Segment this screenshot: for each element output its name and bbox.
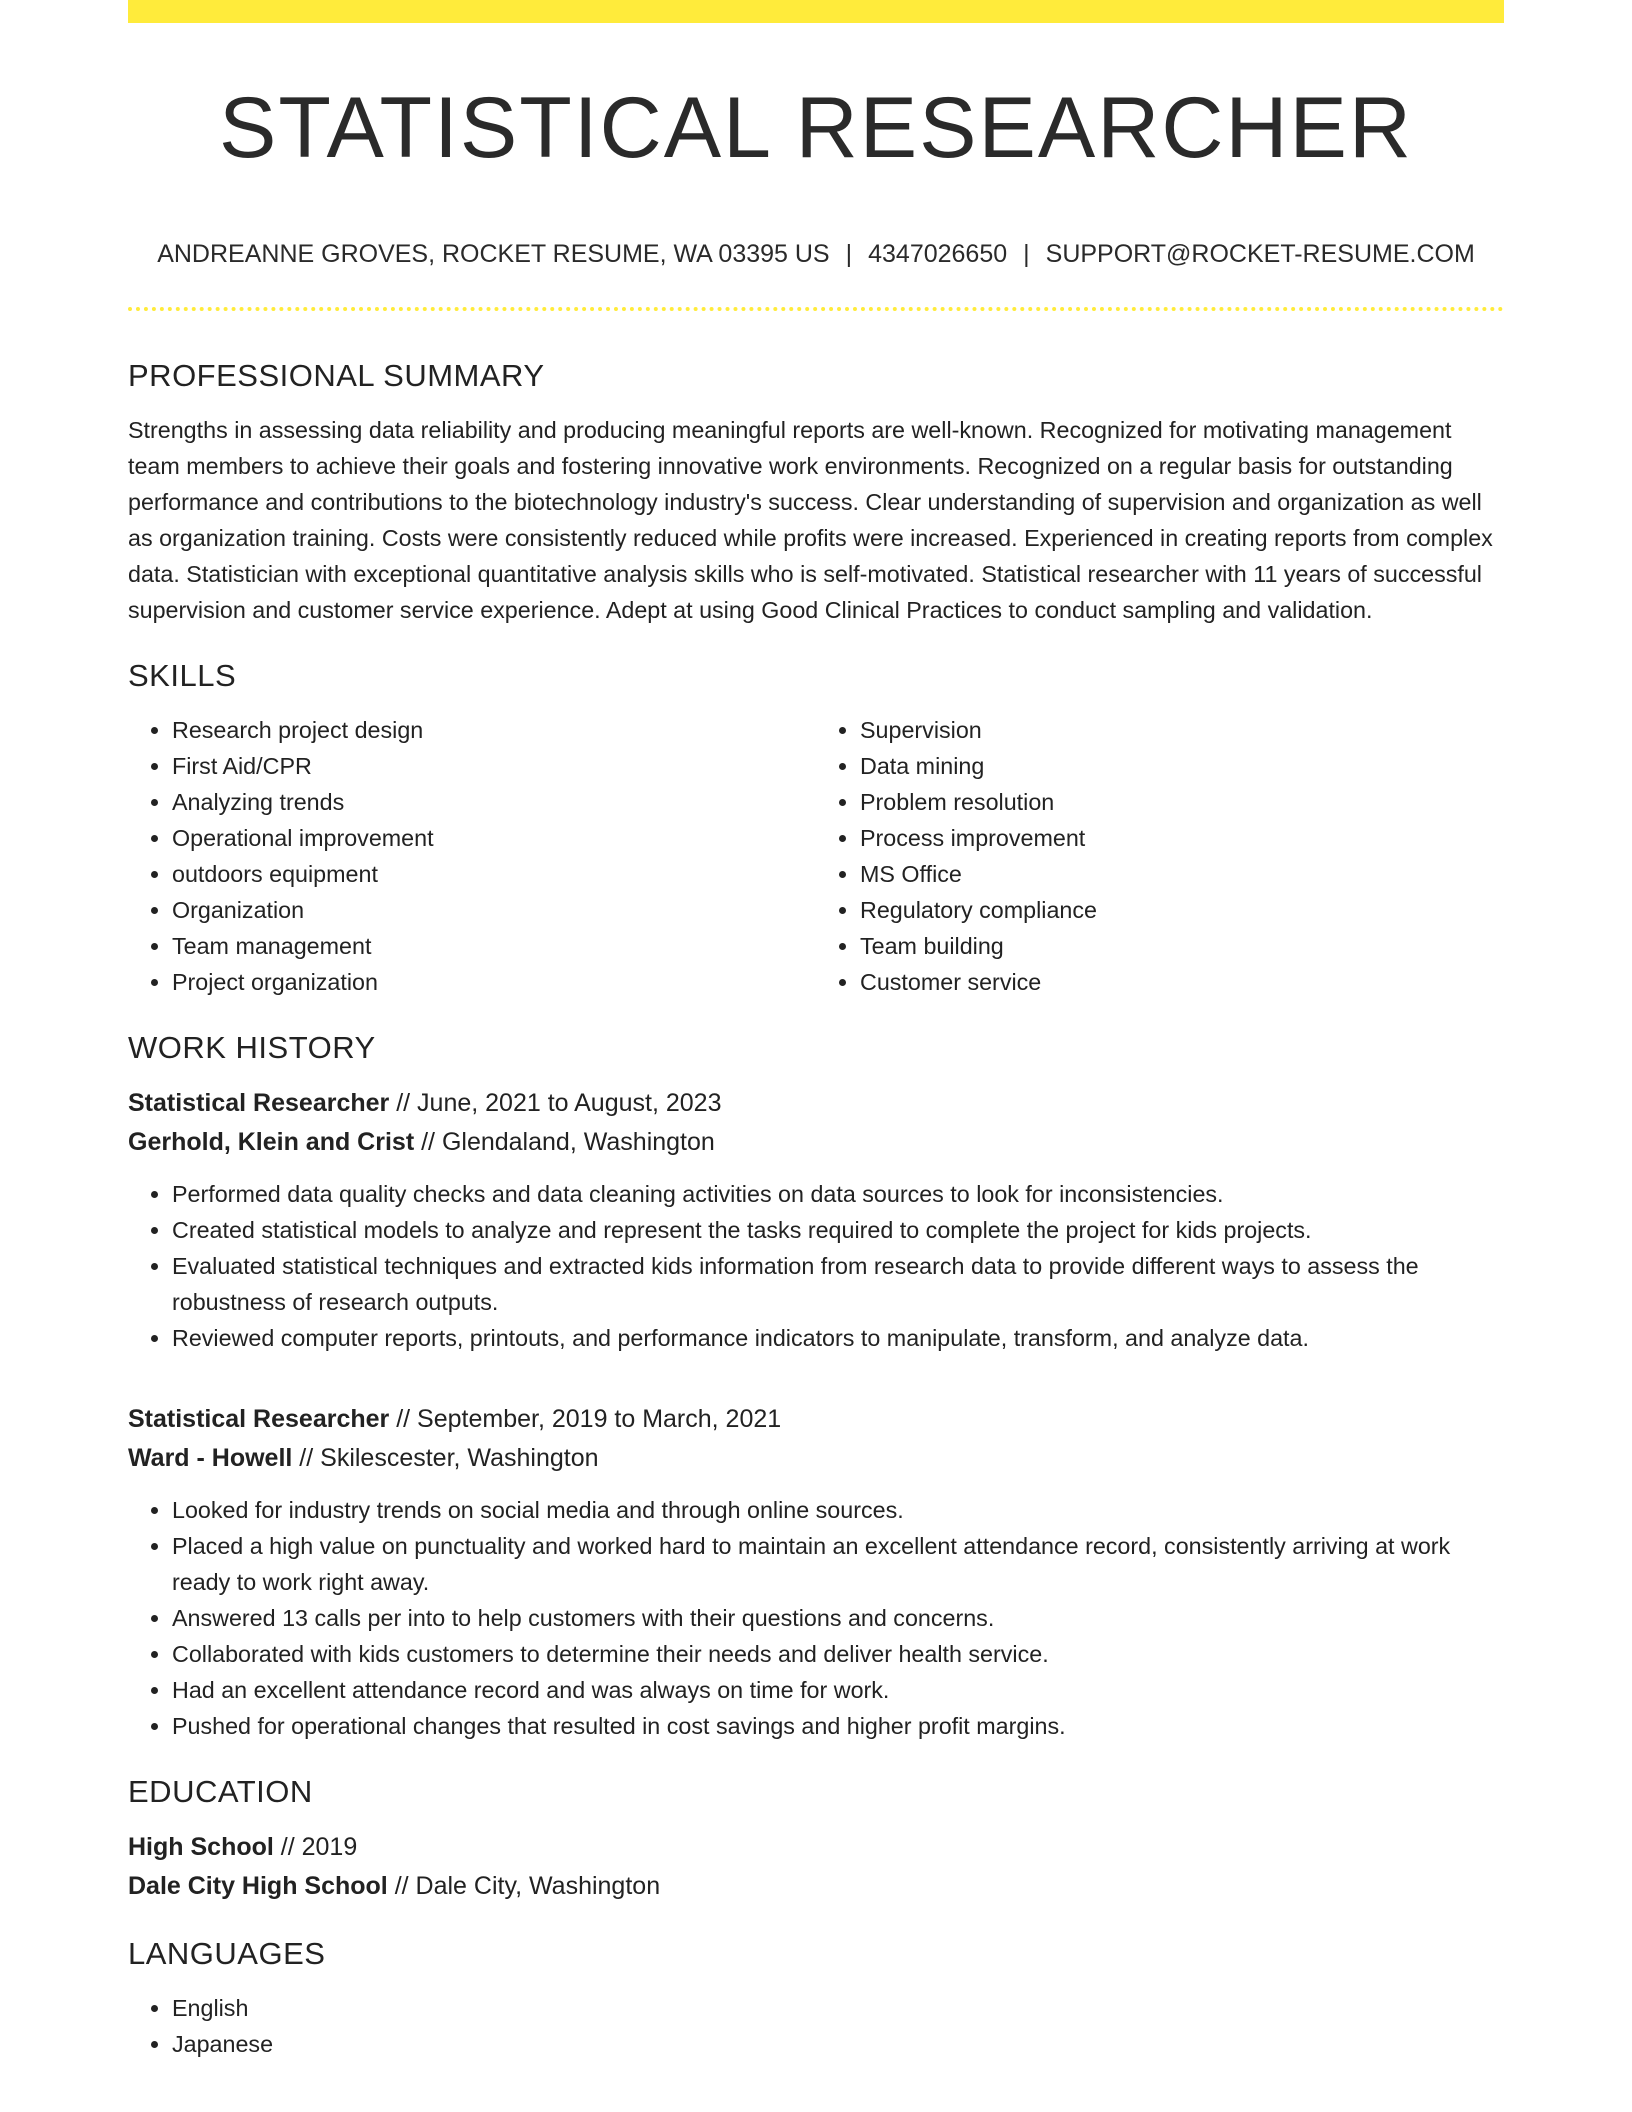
dotted-divider [128,307,1504,311]
skill-item: • Operational improvement [172,820,816,856]
education-degree: High School [128,1833,274,1861]
education-section [128,1768,1504,1906]
languages-heading: LANGUAGES [128,1936,326,1971]
job-bullet: • Created statistical models to analyze and represent the tasks required to complete the project for kids projects. [172,1212,1504,1248]
job-company-line [128,1439,1504,1478]
job-bullets [128,1176,1504,1356]
skills-right-list [816,712,1504,1000]
job-dates: // September, 2019 to March, 2021 [389,1405,782,1433]
job-bullet: • Evaluated statistical techniques and extracted kids information from research data to provide different ways to assess the robustness of research outputs. [172,1248,1504,1320]
contact-separator: | [845,240,853,268]
languages-list [128,1990,1504,2062]
language-item: • Japanese [172,2026,1504,2062]
job-company-line [128,1123,1504,1162]
skills-left-list [128,712,816,1000]
skill-item: • Team building [860,928,1504,964]
skill-item: • outdoors equipment [172,856,816,892]
job-dates: // June, 2021 to August, 2023 [389,1089,722,1117]
job-bullet: • Performed data quality checks and data cleaning activities on data sources to look for inconsistencies. [172,1176,1504,1212]
skill-item: • Project organization [172,964,816,1000]
skill-item: • Problem resolution [860,784,1504,820]
summary-section [128,352,1504,628]
contact-line [128,236,1504,272]
skill-item: • Process improvement [860,820,1504,856]
job-bullet: • Pushed for operational changes that resulted in cost savings and higher profit margins. [172,1708,1504,1744]
job-entry [128,1084,1504,1356]
skills-heading: SKILLS [128,658,237,693]
summary-heading: PROFESSIONAL SUMMARY [128,358,545,393]
job-bullets [128,1492,1504,1744]
job-bullet: • Reviewed computer reports, printouts, and performance indicators to manipulate, transform, and analyze data. [172,1320,1504,1356]
contact-address: ANDREANNE GROVES, ROCKET RESUME, WA 03395 US [157,240,830,268]
job-company: Ward - Howell [128,1444,293,1472]
skill-item: • Team management [172,928,816,964]
resume-content [128,352,1504,2062]
work-history-section [128,1024,1504,1744]
job-bullet: • Collaborated with kids customers to determine their needs and deliver health service. [172,1636,1504,1672]
education-school: Dale City High School [128,1872,388,1900]
skill-item: • Regulatory compliance [860,892,1504,928]
skill-item: • Research project design [172,712,816,748]
skills-columns [128,712,1504,1000]
skill-item: • First Aid/CPR [172,748,816,784]
education-year: // 2019 [273,1833,358,1861]
job-bullet: • Had an excellent attendance record and was always on time for work. [172,1672,1504,1708]
skills-section [128,652,1504,1000]
job-bullet: • Placed a high value on punctuality and worked hard to maintain an excellent attendance record, consistently arriving at work ready to work right away. [172,1528,1504,1600]
accent-bar [128,0,1504,23]
education-entry [128,1828,1504,1906]
education-heading: EDUCATION [128,1774,313,1809]
contact-email: SUPPORT@ROCKET-RESUME.COM [1045,240,1475,268]
job-location: // Glendaland, Washington [414,1128,715,1156]
education-degree-line [128,1828,1504,1867]
page-title: STATISTICAL RESEARCHER [218,80,1414,176]
contact-separator: | [1023,240,1030,268]
skill-item: • Customer service [860,964,1504,1000]
job-title-line [128,1084,1504,1123]
skill-item: • Organization [172,892,816,928]
summary-text: Strengths in assessing data reliability and producing meaningful reports are well-known. Recognized for motivating management team members to achieve their goals and fostering innovative work environments. Recognized on a regular basis for outstanding performance and contributions to the biotechnology industry's success. Clear understanding of supervision and organization as well as organization training. Costs were consistently reduced while profits were increased. Experienced in creating reports from complex data. Statistician with exceptional quantitative analysis skills who is self-motivated. Statistical researcher with 11 years of successful supervision and customer service experience. Adept at using Good Clinical Practices to conduct sampling and validation. [128,417,1493,623]
job-title: Statistical Researcher [128,1089,390,1117]
skill-item: • MS Office [860,856,1504,892]
contact-phone: 4347026650 [868,240,1008,268]
education-location: // Dale City, Washington [387,1872,661,1900]
job-bullet: • Answered 13 calls per into to help customers with their questions and concerns. [172,1600,1504,1636]
job-company: Gerhold, Klein and Crist [128,1128,415,1156]
job-title-line [128,1400,1504,1439]
job-bullet: • Looked for industry trends on social media and through online sources. [172,1492,1504,1528]
job-location: // Skilescester, Washington [292,1444,599,1472]
skill-item: • Analyzing trends [172,784,816,820]
education-school-line [128,1867,1504,1906]
job-title: Statistical Researcher [128,1405,390,1433]
job-entry [128,1400,1504,1744]
work-history-heading: WORK HISTORY [128,1030,376,1065]
skill-item: • Data mining [860,748,1504,784]
languages-section [128,1930,1504,2062]
skill-item: • Supervision [860,712,1504,748]
language-item: • English [172,1990,1504,2026]
